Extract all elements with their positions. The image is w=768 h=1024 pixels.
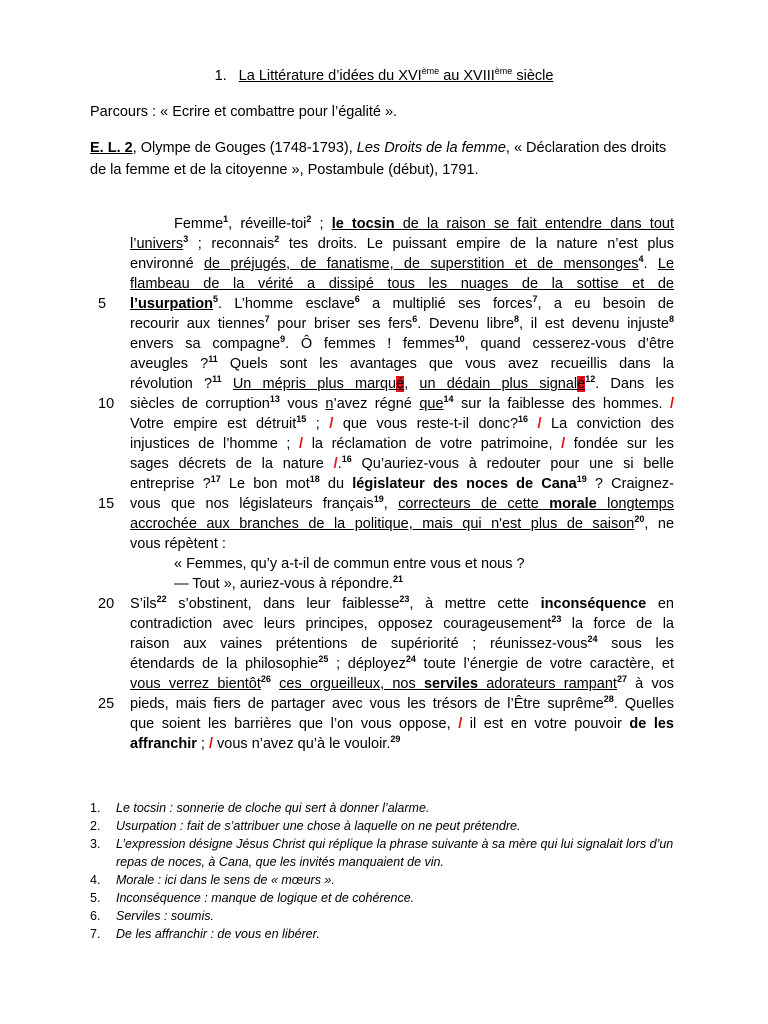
text-line: entreprise ?$^{17}$ Le bon mot$^{18}$ du législateur des noces de Cana$^{19}$ ? Craignez- — [130, 474, 675, 492]
text-line: « Femmes, qu’y a-t-il de commun entre vous et nous ? — [174, 556, 525, 572]
text-line: accrochée aux branches de la politique, mais qui n'est plus de saison$^{20}$, ne — [130, 514, 675, 532]
text-line: contradiction avec leurs principes, opposez courageusement$^{23}$ la force de la — [130, 614, 674, 632]
text-line: Votre empire est détruit$^{15}$ ; / que vous reste-t-il donc?$^{16}$ / La conviction des — [130, 414, 675, 432]
text-line: étendards de la philosophie$^{25}$ ; déployez$^{24}$ toute l’énergie de votre caractère, et — [130, 654, 675, 672]
footnote-item: 7. De les affranchir : de vous en libérer. — [90, 927, 320, 941]
text-line: affranchir ; / vous n’avez qu’à le vouloir.$^{29}$ — [130, 734, 401, 752]
footnote-item: 4. Morale : ici dans le sens de « mœurs ». — [90, 873, 335, 887]
text-line: révolution ?$^{11}$ Un mépris plus marqué, un dédain plus signalé$^{12}$. Dans les — [130, 374, 674, 392]
text-reference: E. L. 2, Olympe de Gouges (1748-1793), Les Droits de la femme, « Déclaration des droits de la femme et de la citoyenne », Postambule (début), 1791. — [90, 140, 667, 178]
text-line: Femme$^1$, réveille-toi$^2$ ; le tocsin de la raison se fait entendre dans tout — [174, 214, 674, 232]
text-line: flambeau de la vérité a dissipé tous les nuages de la sottise et de — [130, 276, 674, 292]
text-code: E. L. 2 — [90, 140, 133, 156]
footnotes-list — [90, 799, 680, 943]
text-line: envers sa compagne$^9$. Ô femmes ! femmes$^{10}$, quand cesserez-vous d’être — [130, 334, 675, 352]
text-line: recourir aux tiennes$^7$ pour briser ses fers$^6$. Devenu libre$^8$, il est devenu injuste$^8$ — [130, 314, 674, 332]
footnote-item: 2. Usurpation : fait de s’attribuer une chose à laquelle on ne peut prétendre. — [90, 819, 521, 833]
line-number: 15 — [98, 496, 115, 512]
section-heading — [0, 68, 768, 84]
text-line: l’univers$^3$ ; reconnais$^2$ tes droits. Le puissant empire de la nature n’est plus — [130, 234, 674, 252]
text-line: aveugles ?$^{11}$ Quels sont les avantages que vous avez recueillis dans la — [130, 354, 674, 372]
text-line: — Tout », auriez-vous à répondre.$^{21}$ — [174, 574, 403, 592]
line-number: 10 — [98, 396, 115, 412]
work-title: Les Droits de la femme — [356, 140, 506, 156]
text-line: 10 siècles de corruption$^{13}$ vous n’avez régné que$^{14}$ sur la faiblesse des hommes. / — [98, 394, 674, 412]
text-line: vous répètent : — [130, 536, 226, 552]
text-line: 25 pieds, mais fiers de partager avec vous les trésors de l’Être suprême$^{28}$. Quelles — [98, 694, 674, 712]
heading-title: La Littérature d’idées du XVIème au XVIIIème siècle — [238, 66, 554, 84]
text-line: vous verrez bientôt$^{26}$ ces orgueilleux, nos serviles adorateurs rampant$^{27}$ à vos — [130, 674, 675, 692]
footnote-item: 6. Serviles : soumis. — [90, 909, 214, 923]
text-line: injustices de l’homme ; / la réclamation de votre patrimoine, / fondée sur les — [130, 436, 674, 452]
text-line: 5 l’usurpation$^5$. L’homme esclave$^6$ a multiplié ses forces$^7$, a eu besoin de — [98, 294, 674, 312]
parcours-line: Parcours : « Ecrire et combattre pour l’égalité ». — [90, 104, 398, 120]
text-line: 15 vous que nos législateurs français$^{19}$, correcteurs de cette morale longtemps — [98, 494, 674, 512]
text-line: que soient les barrières que l’on vous oppose, / il est en votre pouvoir de les — [130, 716, 674, 732]
text-line: 20 S’ils$^{22}$ s’obstinent, dans leur faiblesse$^{23}$, à mettre cette inconséquence en — [98, 594, 674, 612]
footnote-item: 1. Le tocsin : sonnerie de cloche qui sert à donner l’alarme. — [90, 801, 430, 815]
footnote-item: 3. L’expression désigne Jésus Christ qui réplique la phrase suivante à sa mère qui lui signalait lors d’un repas de noces, à Cana, que les invités manquaient de vin. — [90, 837, 674, 869]
heading-number: 1. — [214, 68, 227, 84]
excerpt-text — [98, 214, 675, 754]
line-number: 5 — [98, 296, 107, 312]
footnote-item: 5. Inconséquence : manque de logique et de cohérence. — [90, 891, 415, 905]
text-line: raison aux vaines prétentions de supériorité ; réunissez-vous$^{24}$ sous les — [130, 634, 674, 652]
line-number: 25 — [98, 696, 115, 712]
line-number: 20 — [98, 596, 115, 612]
text-line: environné de préjugés, de fanatisme, de superstition et de mensonges$^4$. Le — [130, 254, 675, 272]
text-line: sages décrets de la nature /.$^{16}$ Qu’auriez-vous à redouter pour une si belle — [130, 454, 674, 472]
